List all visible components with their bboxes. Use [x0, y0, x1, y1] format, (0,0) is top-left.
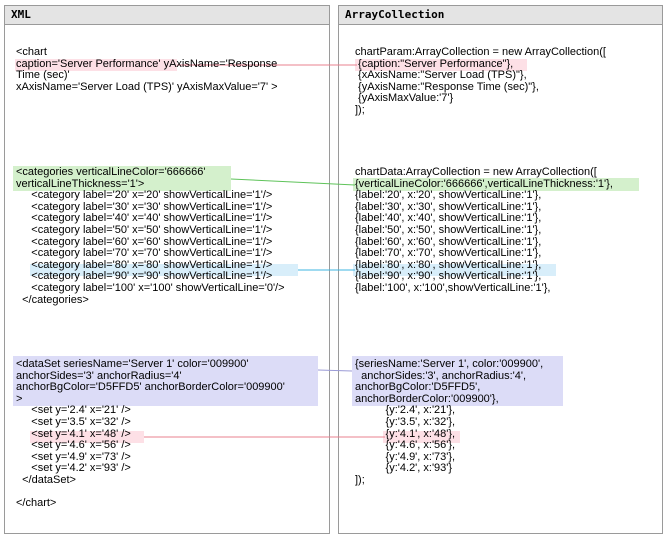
- code-line: <category label='70' x='70' showVerticalLine='1'/>: [16, 247, 273, 260]
- code-line: {xAxisName:"Server Load (TPS)"},: [355, 69, 527, 82]
- code-line: </dataSet>: [16, 473, 76, 486]
- code-line: {label:'30', x:'30', showVerticalLine:'1'},: [355, 200, 542, 213]
- code-line: </categories>: [16, 293, 89, 306]
- code-line: <category label='100' x='100' showVerticalLine='0'/>: [16, 281, 285, 294]
- xml-panel-title: XML: [5, 6, 329, 25]
- ac-chartdata-code: [355, 167, 613, 295]
- code-line: {label:'70', x:'70', showVerticalLine:'1'},: [355, 247, 542, 260]
- code-line: <category label='60' x='60' showVerticalLine='1'/>: [16, 235, 273, 248]
- code-line: <category label='40' x='40' showVerticalLine='1'/>: [16, 212, 273, 225]
- code-line: anchorSides:'3', anchorRadius:'4',: [355, 369, 527, 382]
- code-line: {y:'3.5', x:'32'},: [355, 415, 456, 428]
- code-line: chartParam:ArrayCollection = new ArrayCollection([: [355, 46, 606, 58]
- code-line: ]);: [355, 473, 365, 486]
- code-line: <set y='4.6' x='56' />: [16, 439, 131, 452]
- code-line: anchorBgColor='D5FFD5' anchorBorderColor='009900': [16, 381, 285, 394]
- code-line: Time (sec)': [16, 69, 70, 82]
- code-line: <dataSet seriesName='Server 1' color='009900': [16, 358, 249, 370]
- code-line: {y:'4.2', x:'93'}: [355, 462, 453, 475]
- code-line: <chart: [16, 46, 47, 58]
- code-line: {yAxisName:"Response Time (sec)"},: [355, 80, 539, 93]
- code-line: <category label='30' x='30' showVerticalLine='1'/>: [16, 200, 273, 213]
- code-line: {label:'80', x:'80', showVerticalLine:'1'},: [355, 258, 542, 271]
- code-line: <category label='50' x='50' showVerticalLine='1'/>: [16, 223, 273, 236]
- ac-series-code: [355, 359, 543, 487]
- code-line: {label:'50', x:'50', showVerticalLine:'1'},: [355, 223, 542, 236]
- code-line: [16, 487, 285, 499]
- arraycollection-panel-title: ArrayCollection: [339, 6, 662, 25]
- code-line: caption='Server Performance' yAxisName='Response: [16, 57, 278, 70]
- code-line: anchorSides='3' anchorRadius='4': [16, 369, 182, 382]
- code-line: {caption:"Server Performance"},: [355, 57, 514, 70]
- code-line: {y:'4.6', x:'56'},: [355, 439, 456, 452]
- code-line: {label:'60', x:'60', showVerticalLine:'1'},: [355, 235, 542, 248]
- code-line: <set y='4.9' x='73' />: [16, 450, 131, 463]
- code-line: chartData:ArrayCollection = new ArrayCollection([: [355, 166, 597, 178]
- code-line: <category label='20' x='20' showVerticalLine='1'/>: [16, 189, 273, 202]
- code-line: {yAxisMaxValue:'7'}: [355, 92, 454, 105]
- xml-categories-element: [16, 167, 285, 306]
- code-line: >: [16, 392, 23, 405]
- xml-chart-element: [16, 47, 278, 93]
- code-line: <categories verticalLineColor='666666': [16, 166, 206, 178]
- code-line: {label:'90', x:'90', showVerticalLine:'1'},: [355, 270, 542, 283]
- code-line: {label:'100', x:'100',showVerticalLine:'1'},: [355, 281, 551, 294]
- code-line: {verticalLineColor:'666666',verticalLineThickness:'1'},: [355, 177, 613, 190]
- code-line: xAxisName='Server Load (TPS)' yAxisMaxValue='7' >: [16, 80, 278, 93]
- code-line: verticalLineThickness='1'>: [16, 177, 145, 190]
- code-line: {label:'40', x:'40', showVerticalLine:'1'},: [355, 212, 542, 225]
- code-line: <set y='3.5' x='32' />: [16, 415, 131, 428]
- code-line: <category label='80' x='80' showVerticalLine='1'/>: [16, 258, 273, 271]
- xml-dataset-element: [16, 359, 285, 510]
- code-line: {y:'4.1', x:'48'},: [355, 427, 456, 440]
- code-line: <set y='4.2' x='93' />: [16, 462, 131, 475]
- code-line: anchorBorderColor:'009900'},: [355, 392, 499, 405]
- ac-chartparam-code: [355, 47, 606, 117]
- code-line: ]);: [355, 103, 365, 116]
- code-line: {y:'2.4', x:'21'},: [355, 404, 456, 417]
- code-line: {y:'4.9', x:'73'},: [355, 450, 456, 463]
- code-line: anchorBgColor:'D5FFD5',: [355, 381, 481, 394]
- code-line: </chart>: [16, 497, 57, 510]
- code-line: <category label='90' x='90' showVerticalLine='1'/>: [16, 270, 273, 283]
- code-line: {label:'20', x:'20', showVerticalLine:'1'},: [355, 189, 542, 202]
- code-line: {seriesName:'Server 1', color:'009900',: [355, 358, 544, 370]
- code-line: <set y='4.1' x='48' />: [16, 427, 131, 440]
- code-line: <set y='2.4' x='21' />: [16, 404, 131, 417]
